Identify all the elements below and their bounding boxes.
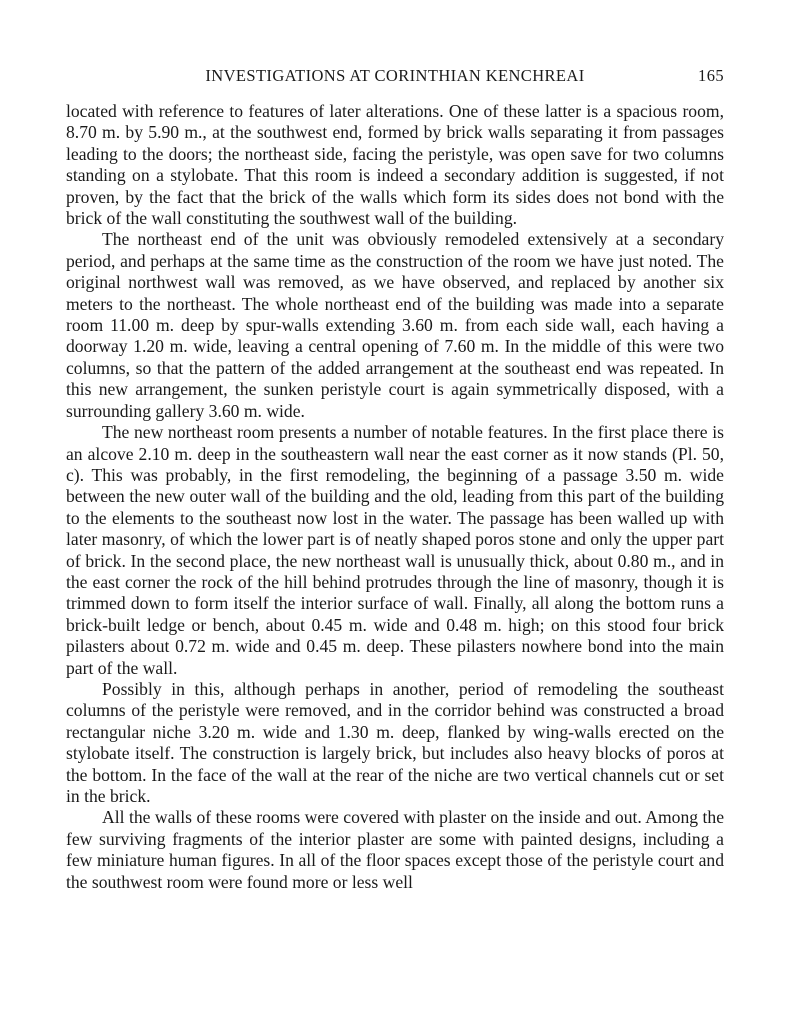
paragraph-niche: Possibly in this, although perhaps in another, period of remodeling the southeast columns of the peristyle were removed, and in the corridor behind was constructed a broad rectangular niche 3.20 m. wide and 1.30 m. deep, flanked by wing-walls erected on the stylobate itself. The construction is largely brick, but includes also heavy blocks of poros at the bottom. In the face of the wall at the rear of the niche are two vertical channels cut or set in the brick.	[66, 678, 724, 806]
paragraph-northeast-room-features: The new northeast room presents a number of notable features. In the first place there is an alcove 2.10 m. deep in the southeastern wall near the east corner as it now stands (Pl. 50, c). This was probably, in the first remodeling, the beginning of a passage 3.50 m. wide between the new outer wall of the building and the old, leading from this part of the building to the elements to the southeast now lost in the water. The passage has been walled up with later masonry, of which the lower part is of neatly shaped poros stone and only the upper part of brick. In the second place, the new northeast wall is unusually thick, about 0.80 m., and in the east corner the rock of the hill behind protrudes through the line of masonry, though it is trimmed down to form itself the interior surface of wall. Finally, all along the bottom runs a brick-built ledge or bench, about 0.45 m. wide and 0.48 m. high; on this stood four brick pilasters about 0.72 m. wide and 0.45 m. deep. These pilasters nowhere bond into the main part of the wall.	[66, 422, 724, 678]
page-number: 165	[698, 66, 724, 85]
paragraph-plaster: All the walls of these rooms were covered with plaster on the inside and out. Among the few surviving fragments of the interior plaster are some with painted designs, including a few miniature human figures. In all of the floor spaces except those of the peristyle court and the southwest room were found more or less well	[66, 807, 724, 892]
running-title: INVESTIGATIONS AT CORINTHIAN KENCHREAI	[205, 66, 585, 85]
paragraph-northeast-remodeling: The northeast end of the unit was obviously remodeled extensively at a secondary period, and perhaps at the same time as the construction of the room we have just noted. The original northwest wall was removed, as we have observed, and replaced by another six meters to the northeast. The whole northeast end of the building was made into a separate room 11.00 m. deep by spur-walls extending 3.60 m. from each side wall, each having a doorway 1.20 m. wide, leaving a central opening of 7.60 m. In the middle of this were two columns, so that the pattern of the added arrangement at the southeast end was repeated. In this new arrangement, the sunken peristyle court is again symmetrically disposed, with a surrounding gallery 3.60 m. wide.	[66, 229, 724, 421]
paragraph-continuation: located with reference to features of later alterations. One of these latter is a spacious room, 8.70 m. by 5.90 m., at the southwest end, formed by brick walls separating it from passages leading to the doors; the northeast side, facing the peristyle, was open save for two columns standing on a stylobate. That this room is indeed a secondary addition is suggested, if not proven, by the fact that the brick of the walls which form its sides does not bond with the brick of the wall constituting the southwest wall of the building.	[66, 101, 724, 229]
body-text	[66, 101, 724, 893]
running-head	[66, 66, 724, 90]
